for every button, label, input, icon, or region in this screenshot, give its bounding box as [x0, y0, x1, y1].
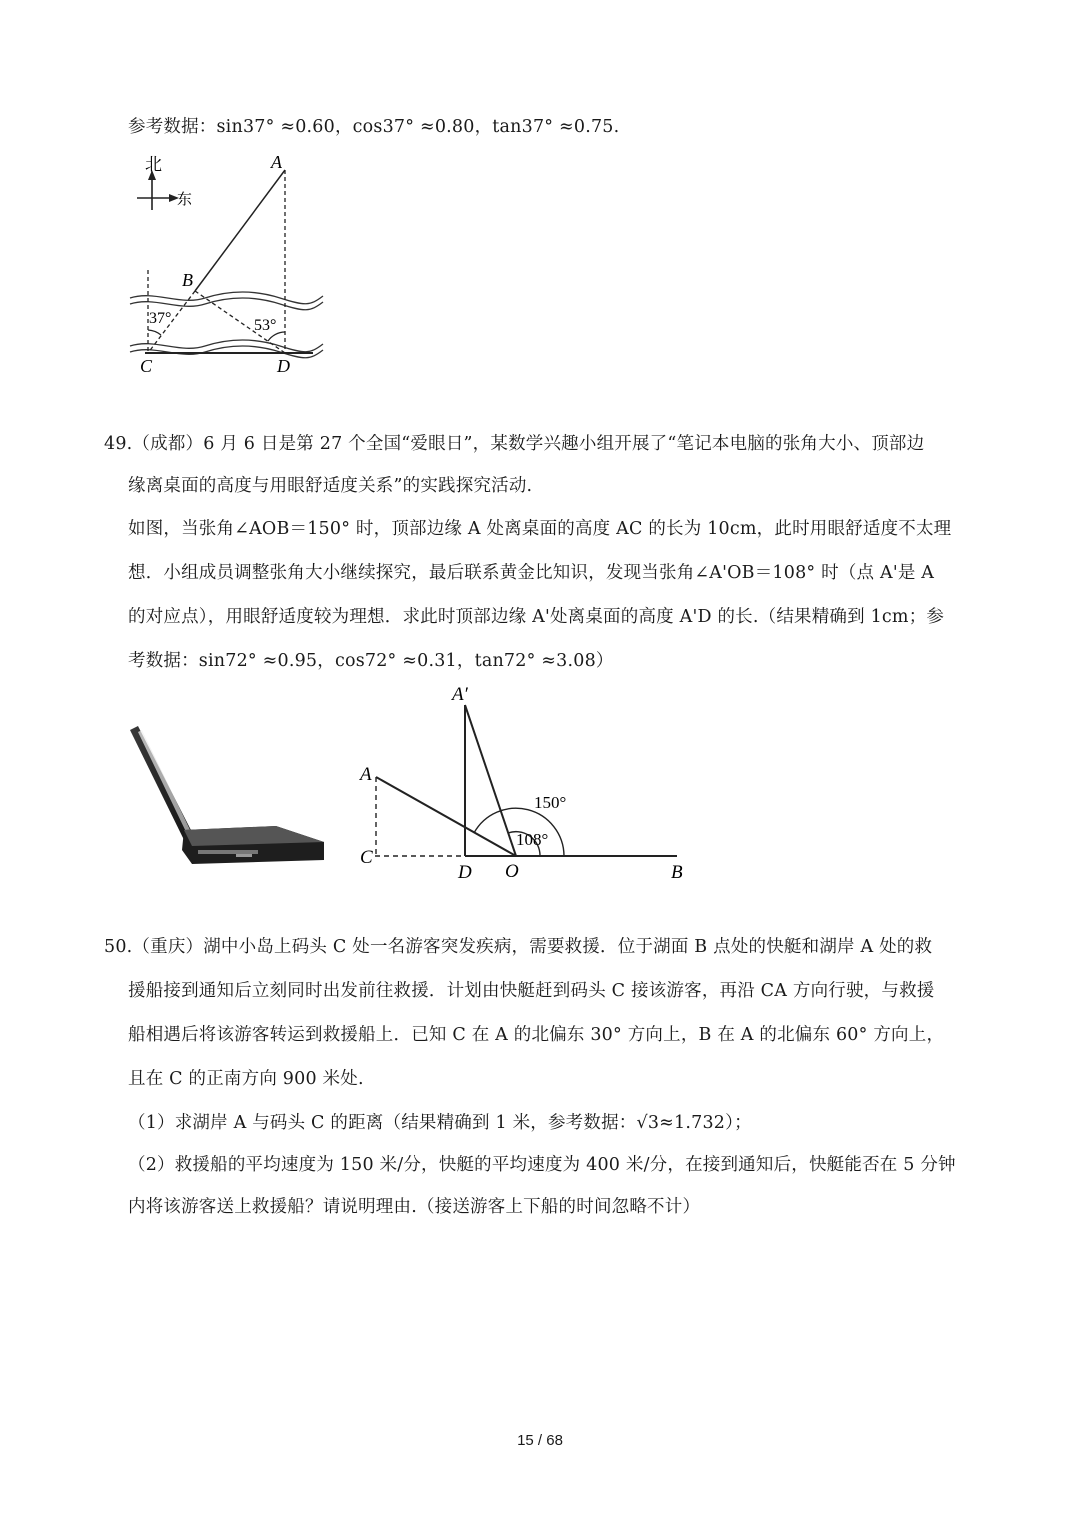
shore-wave-top	[130, 292, 323, 304]
q50-line-4: 且在 C 的正南方向 900 米处.	[128, 1069, 364, 1089]
laptop-led	[236, 854, 252, 857]
page-number: 15 / 68	[517, 1432, 563, 1449]
north-label: 北	[145, 155, 162, 174]
east-label: 东	[177, 192, 193, 208]
point-b-label: B	[671, 862, 683, 883]
q50-part-2-line-1: （2）救援船的平均速度为 150 米/分，快艇的平均速度为 400 米/分，在接到通知后，快艇能否在 5 分钟	[128, 1155, 956, 1175]
q50-line-2: 援船接到通知后立刻同时出发前往救援．计划由快艇赶到码头 C 接该游客，再沿 CA 方向行驶，与救援	[128, 981, 935, 1001]
shore-wave-bottom	[130, 340, 323, 352]
angle-150-label: 150°	[534, 793, 567, 812]
q50-line-3: 船相遇后将该游客转运到救援船上．已知 C 在 A 的北偏东 30° 方向上，B 在 A 的北偏东 60° 方向上，	[128, 1025, 945, 1045]
point-d-label: D	[458, 862, 472, 883]
angle-108-label: 108°	[516, 830, 549, 849]
laptop-port	[198, 850, 258, 854]
angle-53-label: 53°	[254, 317, 277, 334]
segment-ao	[376, 777, 516, 856]
q49-line-1: 49.（成都）6 月 6 日是第 27 个全国“爱眼日”，某数学兴趣小组开展了“笔记本电脑的张角大小、顶部边	[104, 434, 925, 454]
q50-part-2-line-2: 内将该游客送上救援船？请说明理由.（接送游客上下船的时间忽略不计）	[128, 1197, 701, 1217]
figure-48	[125, 148, 335, 384]
point-o-label: O	[505, 861, 519, 882]
shore-wave-bottom-2	[130, 346, 323, 358]
point-c-label: C	[360, 847, 373, 868]
q50-line-1: 50.（重庆）湖中小岛上码头 C 处一名游客突发疾病，需要救援．位于湖面 B 点处的快艇和湖岸 A 处的救	[104, 937, 933, 957]
point-a-label: A	[360, 764, 372, 785]
reference-data-48: 参考数据：sin37° ≈0.60，cos37° ≈0.80，tan37° ≈0.75.	[128, 117, 620, 137]
q49-line-3: 如图，当张角∠AOB＝150° 时，顶部边缘 A 处离桌面的高度 AC 的长为 10cm，此时用眼舒适度不太理	[128, 519, 952, 539]
point-d-label: D	[277, 356, 290, 376]
angle-arc-c	[148, 330, 161, 335]
point-a-label: A	[271, 152, 282, 172]
segment-ab	[195, 170, 285, 291]
point-c-label: C	[140, 356, 153, 376]
laptop-screen	[138, 730, 192, 836]
q50-part-1: （1）求湖岸 A 与码头 C 的距离（结果精确到 1 米，参考数据：√3≈1.732）；	[128, 1113, 752, 1133]
laptop-photo	[126, 722, 331, 876]
q49-line-4: 想．小组成员调整张角大小继续探究，最后联系黄金比知识，发现当张角∠A'OB＝108° 时（点 A'是 A	[128, 563, 935, 583]
shore-wave-top-2	[130, 298, 323, 310]
figure-49	[355, 680, 700, 889]
q49-line-2: 缘离桌面的高度与用眼舒适度关系”的实践探究活动.	[128, 476, 533, 496]
angle-37-label: 37°	[149, 310, 172, 327]
q49-line-5: 的对应点），用眼舒适度较为理想．求此时顶部边缘 A'处离桌面的高度 A'D 的长.（结果精确到 1cm；参	[128, 607, 945, 627]
point-b-label: B	[182, 270, 193, 290]
point-a-prime-label: A′	[452, 684, 468, 705]
q49-line-6: 考数据：sin72° ≈0.95，cos72° ≈0.31，tan72° ≈3.08）	[128, 651, 614, 671]
